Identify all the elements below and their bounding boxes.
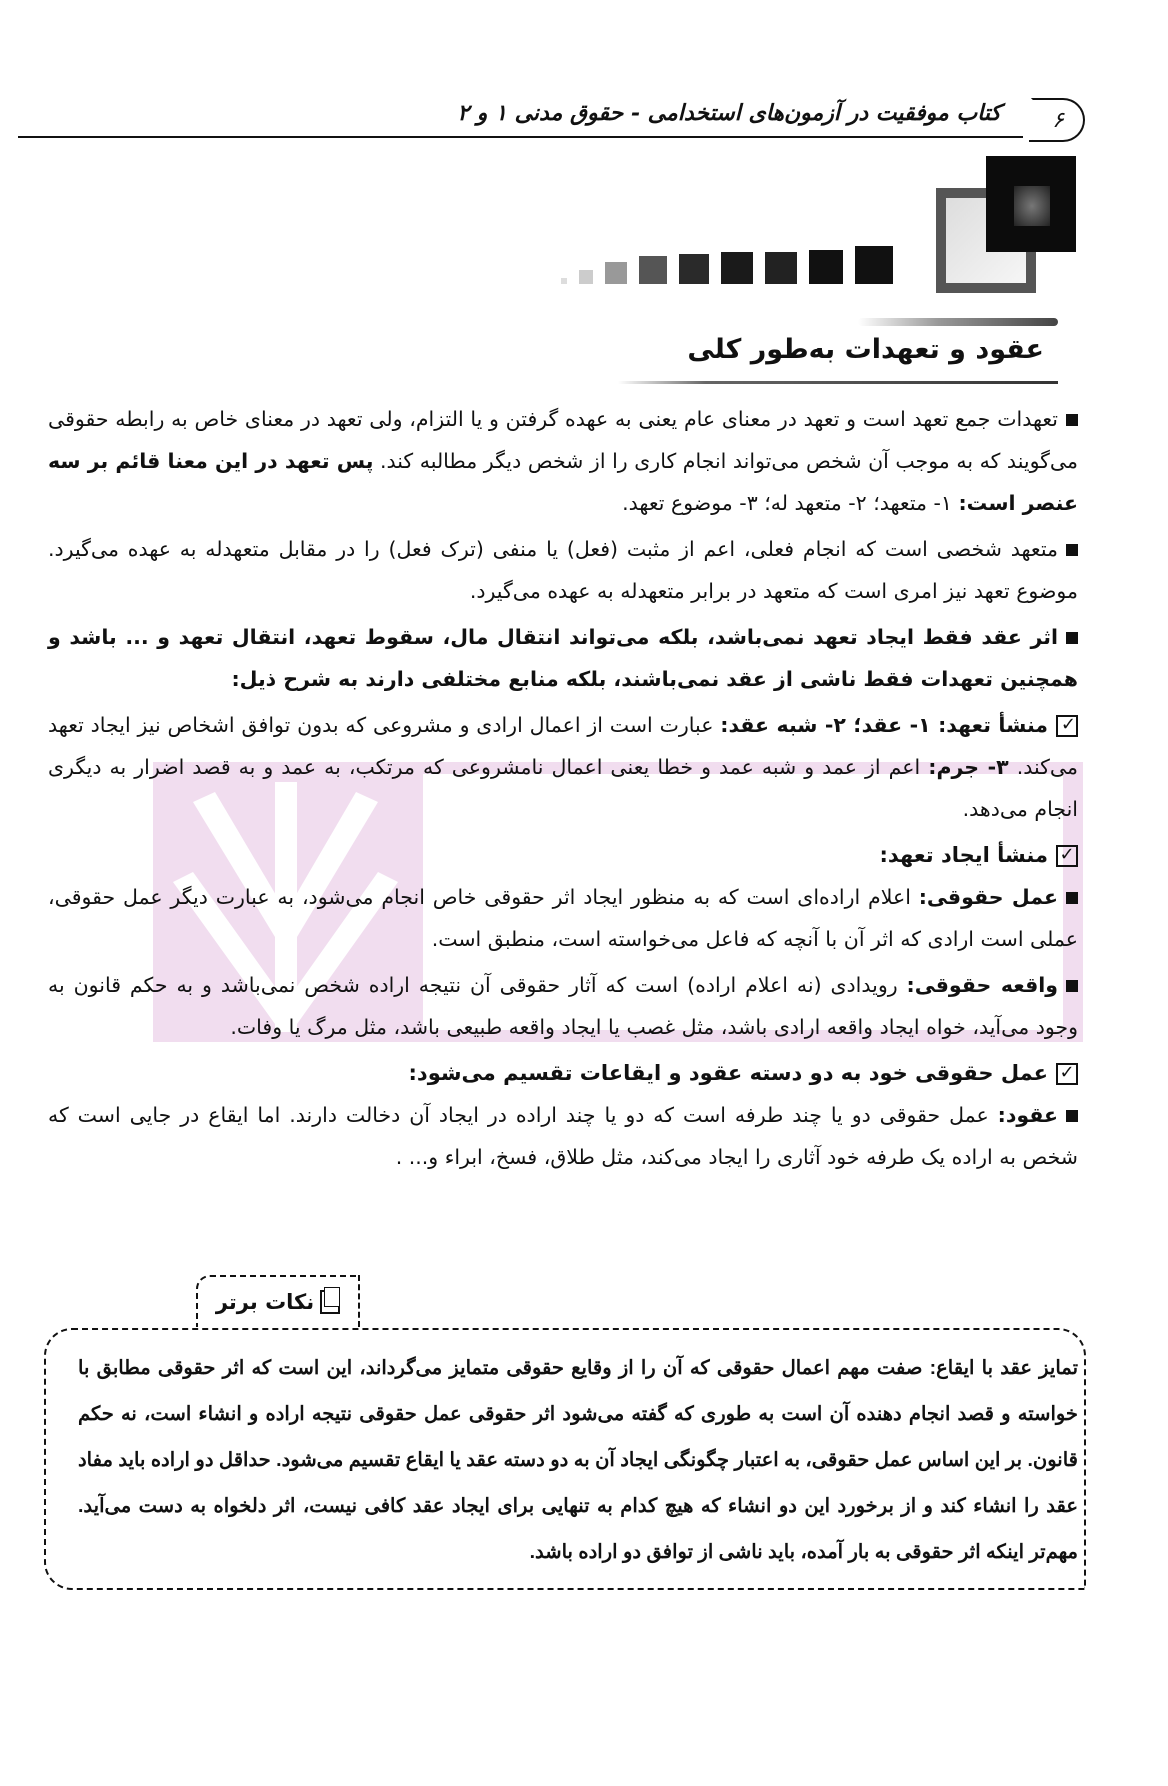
section-heading <box>687 318 1058 378</box>
paragraph-obligations-definition: تعهدات جمع تعهد است و تعهد در معنای عام یعنی به عهده گرفتن و یا التزام، ولی تعهد در معنای خاص به رابطه حقوقی می‌گویند که به موجب آن شخص می‌تواند انجام کاری را از شخص دیگر مطالبه کند. پس تعهد در این معنا قائم بر سه عنصر است: ۱- متعهد؛ ۲- متعهد له؛ ۳- موضوع تعهد. <box>48 407 1078 515</box>
tips-label: نکات برتر <box>215 1290 315 1314</box>
paragraph-legal-fact: واقعه حقوقی: رویدادی (نه اعلام اراده) است که آثار حقوقی آن نتیجه اراده شخص نمی‌باشد و به حکم قانون به وجود می‌آید، خواه ایجاد واقعه ارادی باشد، مثل غصب یا ایجاد واقعه طبیعی باشد، مثل مرگ یا وفات. <box>48 973 1078 1039</box>
subheading-origin: ✓منشأ ایجاد تعهد: <box>48 834 1078 876</box>
brush-stroke <box>858 318 1058 326</box>
running-header <box>18 98 1093 138</box>
bullet-square-icon <box>1066 892 1078 904</box>
subheading-legal-act-division: ✓عمل حقوقی خود به دو دسته عقود و ایقاعات تقسیم می‌شود: <box>48 1052 1078 1094</box>
paragraph-obligor: متعهد شخصی است که انجام فعلی، اعم از مثبت (فعل) یا منفی (ترک فعل) را در مقابل متعهدله به عهده می‌گیرد. موضوع تعهد نیز امری است که متعهد در برابر متعهدله به عهده می‌گیرد. <box>48 537 1078 603</box>
checkbox-icon: ✓ <box>1056 845 1078 867</box>
chapter-decoration <box>0 150 1168 290</box>
decorative-image <box>936 156 1076 296</box>
bullet-square-icon <box>1066 632 1078 644</box>
bullet-square-icon <box>1066 544 1078 556</box>
paragraph-contract-effect: اثر عقد فقط ایجاد تعهد نمی‌باشد، بلکه می‌تواند انتقال مال، سقوط تعهد، انتقال تعهد و ... باشد و همچنین تعهدات فقط ناشی از عقد نمی‌باشند، بلکه منابع مختلفی دارند به شرح ذیل: <box>48 625 1078 691</box>
bullet-square-icon <box>1066 414 1078 426</box>
bullet-square-icon <box>1066 1110 1078 1122</box>
decorative-squares <box>561 246 893 284</box>
checkbox-icon: ✓ <box>1056 1063 1078 1085</box>
page-number: ۶ <box>1031 98 1085 142</box>
pages-icon <box>320 1290 340 1314</box>
paragraph-legal-act: عمل حقوقی: اعلام اراده‌ای است که به منظور ایجاد اثر حقوقی خاص انجام می‌شود، به عبارت دیگر عمل حقوقی، عملی است ارادی که اثر آن با آنچه که فاعل می‌خواسته است، منطبق است. <box>48 885 1078 951</box>
bullet-square-icon <box>1066 980 1078 992</box>
paragraph-contracts: عقود: عمل حقوقی دو یا چند طرفه است که دو یا چند اراده در ایجاد آن دخالت دارند. اما ایقاع در جایی است که شخص به اراده یک طرفه خود آثاری را ایجاد می‌کند، مثل طلاق، فسخ، ابراء و... . <box>48 1103 1078 1169</box>
tips-tab <box>196 1275 360 1327</box>
running-title: کتاب موفقیت در آزمون‌های استخدامی - حقوق مدنی ۱ و ۲ <box>457 100 1001 126</box>
paragraph-obligation-source: ✓منشأ تعهد: ۱- عقد؛ ۲- شبه عقد: عبارت است از اعمال ارادی و مشروعی که بدون توافق اشخاص نیز ایجاد تعهد می‌کند. ۳- جرم: اعم از عمد و شبه عمد و خطا یعنی اعمال نامشروعی که مرتکب، به عمد و به قصد اضرار به دیگری انجام می‌دهد. <box>48 713 1078 821</box>
tips-body: تمایز عقد با ایقاع: صفت مهم اعمال حقوقی که آن را از وقایع حقوقی متمایز می‌گرداند، این است که اثر حقوقی مطابق با خواسته و قصد انجام دهنده آن است به طوری که گفته می‌شود اثر حقوقی عمل حقوقی نتیجه اراده و انشاء است، نه حکم قانون. بر این اساس عمل حقوقی، به اعتبار چگونگی ایجاد آن به دو دسته عقد یا ایقاع تقسیم می‌شود. حداقل دو اراده باید مفاد عقد را انشاء کند و از برخورد این دو انشاء که هیچ کدام به تنهایی برای ایجاد عقد کافی نیست، اثر دلخواه به دست می‌آید. مهم‌تر اینکه اثر حقوقی به بار آمده، باید ناشی از توافق دو اراده باشد. <box>78 1357 1078 1563</box>
title-underline <box>618 381 1058 384</box>
checkbox-icon: ✓ <box>1056 715 1078 737</box>
section-title: عقود و تعهدات به‌طور کلی <box>687 334 1044 365</box>
header-rule <box>18 136 1023 138</box>
body-content <box>48 398 1078 1182</box>
